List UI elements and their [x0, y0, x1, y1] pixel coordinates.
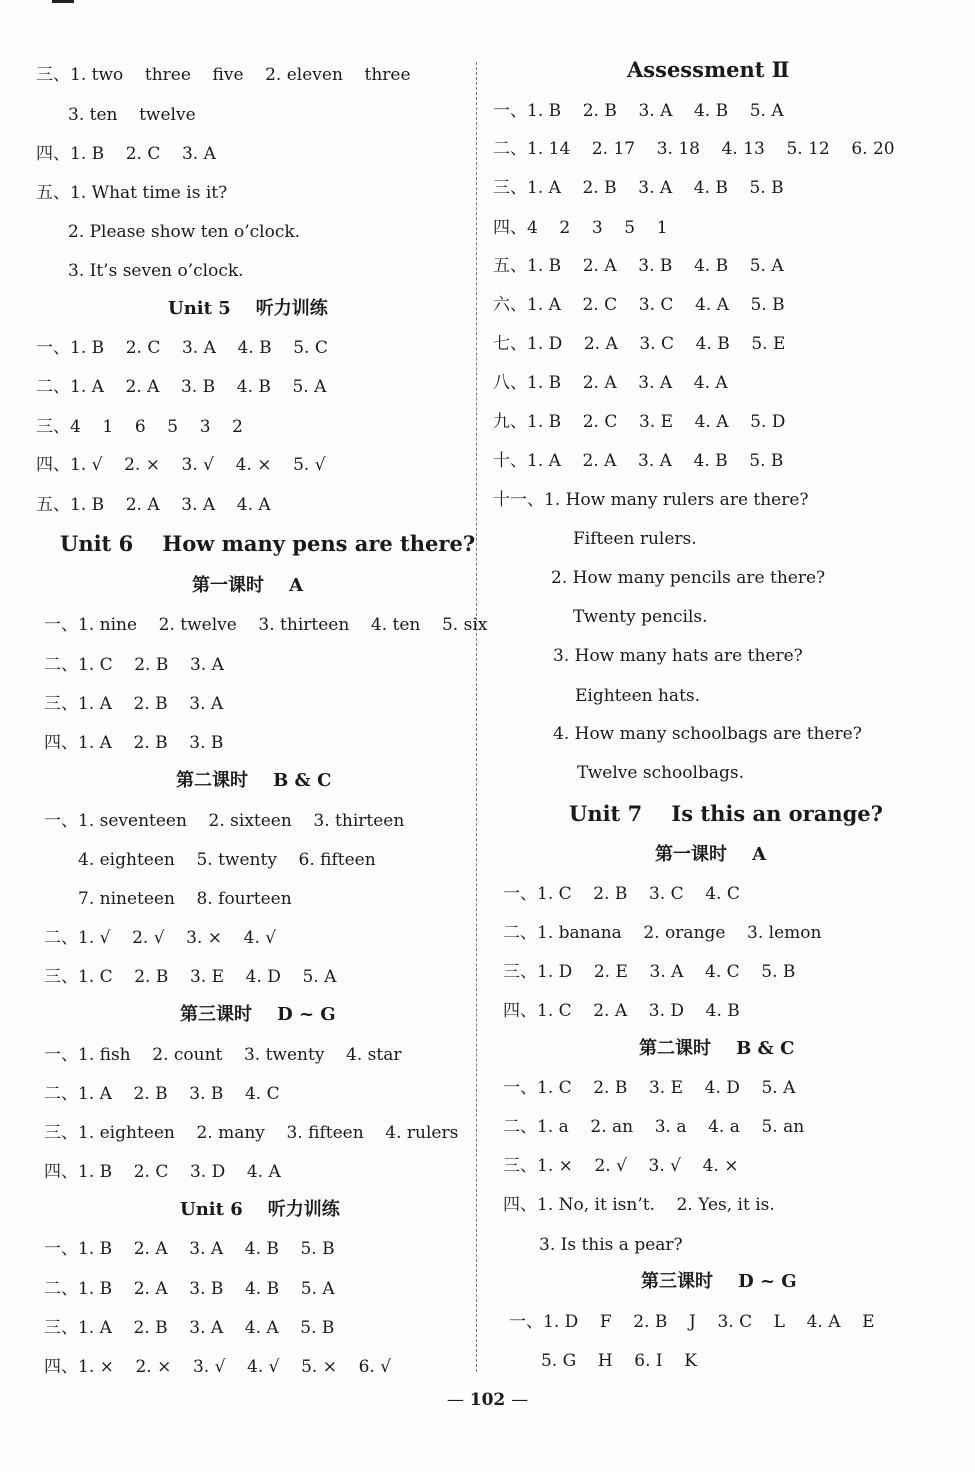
answer-line: 二、1. 14 2. 17 3. 18 4. 13 5. 12 6. 20	[493, 139, 895, 159]
answer-line: 四、1. √ 2. × 3. √ 4. × 5. √	[36, 455, 326, 475]
answer-line: 三、1. A 2. B 3. A 4. A 5. B	[44, 1318, 335, 1338]
answer-line: 3. It’s seven o’clock.	[68, 261, 244, 281]
answer-line: 4. eighteen 5. twenty 6. fifteen	[78, 850, 376, 870]
answer-line: 七、1. D 2. A 3. C 4. B 5. E	[493, 334, 786, 354]
answer-line: 二、1. √ 2. √ 3. × 4. √	[44, 928, 277, 948]
answer-line: 四、1. A 2. B 3. B	[44, 733, 224, 753]
answer-line: 五、1. B 2. A 3. A 4. A	[36, 495, 271, 515]
answer-line: 三、1. × 2. √ 3. √ 4. ×	[503, 1156, 739, 1176]
lesson-heading: 第三课时 D ~ G	[641, 1271, 797, 1292]
answer-line: 四、1. × 2. × 3. √ 4. √ 5. × 6. √	[44, 1357, 392, 1377]
answer-line: 三、1. C 2. B 3. E 4. D 5. A	[44, 967, 337, 987]
answer-line: 四、1. B 2. C 3. A	[36, 144, 216, 164]
lesson-heading: 第二课时 B & C	[639, 1038, 795, 1059]
answer-line: 二、1. B 2. A 3. B 4. B 5. A	[44, 1279, 335, 1299]
answer-line: 2. Please show ten o’clock.	[68, 222, 301, 242]
answer-line: 四、4 2 3 5 1	[493, 218, 668, 238]
column-divider	[476, 62, 477, 1372]
section-heading: Unit 6 How many pens are there?	[60, 531, 476, 556]
answer-line: 三、1. D 2. E 3. A 4. C 5. B	[503, 962, 796, 982]
page-number: 102	[469, 1390, 506, 1410]
answer-line: 四、1. C 2. A 3. D 4. B	[503, 1001, 740, 1021]
answer-line: 一、1. B 2. C 3. A 4. B 5. C	[36, 338, 328, 358]
answer-line: 一、1. B 2. B 3. A 4. B 5. A	[493, 101, 784, 121]
lesson-heading: 第三课时 D ~ G	[180, 1004, 336, 1025]
answer-line: 一、1. fish 2. count 3. twenty 4. star	[44, 1045, 402, 1065]
answer-line: 九、1. B 2. C 3. E 4. A 5. D	[493, 412, 786, 432]
answer-line: Fifteen rulers.	[573, 529, 697, 549]
answer-line: 一、1. seventeen 2. sixteen 3. thirteen	[44, 811, 405, 831]
answer-line: 八、1. B 2. A 3. A 4. A	[493, 373, 728, 393]
answer-line: 二、1. banana 2. orange 3. lemon	[503, 923, 822, 943]
answer-line: 3. ten twelve	[68, 105, 196, 125]
answer-line: Twenty pencils.	[573, 607, 708, 627]
answer-line: 十、1. A 2. A 3. A 4. B 5. B	[493, 451, 784, 471]
page-footer: — 102 —	[446, 1390, 529, 1410]
answer-line: 一、1. nine 2. twelve 3. thirteen 4. ten 5. six	[44, 615, 488, 635]
answer-line: 六、1. A 2. C 3. C 4. A 5. B	[493, 295, 785, 315]
answer-line: 一、1. B 2. A 3. A 4. B 5. B	[44, 1239, 335, 1259]
answer-line: 3. How many hats are there?	[553, 646, 803, 666]
section-heading: Unit 7 Is this an orange?	[569, 801, 883, 826]
answer-line: 一、1. D F 2. B J 3. C L 4. A E	[509, 1312, 875, 1332]
lesson-heading: 第一课时 A	[655, 844, 767, 865]
answer-line: 十一、1. How many rulers are there?	[493, 490, 809, 510]
answer-line: 三、1. eighteen 2. many 3. fifteen 4. rulers	[44, 1123, 459, 1143]
lesson-heading: 第二课时 B & C	[176, 770, 332, 791]
lesson-heading: Unit 6 听力训练	[180, 1199, 340, 1220]
answer-line: 三、4 1 6 5 3 2	[36, 417, 243, 437]
answer-line: 三、1. A 2. B 3. A 4. B 5. B	[493, 178, 784, 198]
answer-line: 四、1. B 2. C 3. D 4. A	[44, 1162, 281, 1182]
answer-line: 五、1. What time is it?	[36, 183, 228, 203]
answer-line: 三、1. A 2. B 3. A	[44, 694, 224, 714]
answer-line: 7. nineteen 8. fourteen	[78, 889, 292, 909]
answer-line: Twelve schoolbags.	[577, 763, 744, 783]
answer-line: 三、1. two three five 2. eleven three	[36, 65, 411, 85]
lesson-heading: Unit 5 听力训练	[168, 298, 328, 319]
answer-line: 3. Is this a pear?	[539, 1235, 683, 1255]
answer-line: 2. How many pencils are there?	[551, 568, 826, 588]
answer-line: 二、1. A 2. B 3. B 4. C	[44, 1084, 280, 1104]
answer-line: 四、1. No, it isn’t. 2. Yes, it is.	[503, 1195, 775, 1215]
top-dash	[52, 0, 74, 3]
answer-line: 5. G H 6. I K	[541, 1351, 697, 1371]
answer-line: 4. How many schoolbags are there?	[553, 724, 862, 744]
answer-line: Eighteen hats.	[575, 686, 701, 706]
answer-line: 一、1. C 2. B 3. C 4. C	[503, 884, 740, 904]
lesson-heading: 第一课时 A	[192, 575, 304, 596]
answer-line: 五、1. B 2. A 3. B 4. B 5. A	[493, 256, 784, 276]
section-heading: Assessment Ⅱ	[627, 57, 790, 82]
answer-line: 二、1. C 2. B 3. A	[44, 655, 224, 675]
answer-line: 二、1. a 2. an 3. a 4. a 5. an	[503, 1117, 805, 1137]
answer-line: 一、1. C 2. B 3. E 4. D 5. A	[503, 1078, 796, 1098]
answer-line: 二、1. A 2. A 3. B 4. B 5. A	[36, 377, 327, 397]
